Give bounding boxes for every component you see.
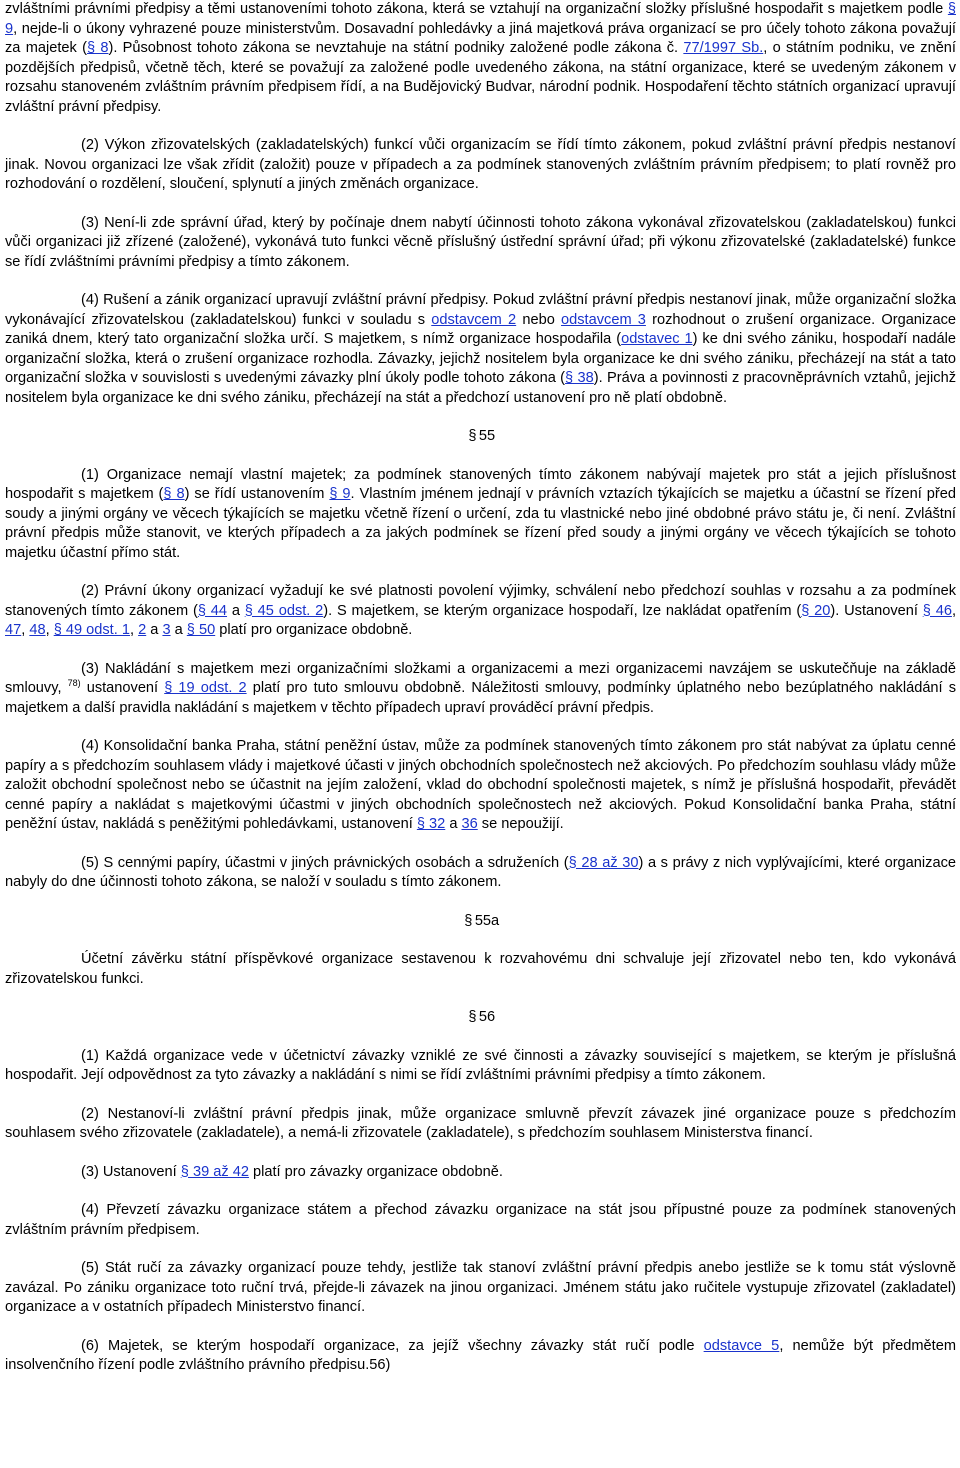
link-section-39-42[interactable]: § 39 až 42 xyxy=(180,1163,249,1180)
link-section-47[interactable]: 47 xyxy=(5,622,22,638)
paragraph-56-6: (6) Majetek, se kterým hospodaří organizace, za jejíž všechny závazky stát ručí podle odstavce 5, nemůže být předmětem insolvenčního řízení podle zvláštního právního předpisu.56) xyxy=(5,1337,957,1373)
paragraph-54-4: (4) Rušení a zánik organizací upravují zvláštní právní předpisy. Pokud zvláštní právní předpis nestanoví jinak, může organizační složka vykonávající zřizovatelskou (zakladatelskou) funkci v souladu s odstavcem 2 nebo odstavcem 3 rozhodnout o zrušení organizace. Organizace zaniká dnem, který tato organizační složka určí. S majetkem, s nímž organizace hospodařila (odstavec 1) ke dni svého zániku, hospodaří nadále organizační složka, která o zrušení organizace rozhodla. Závazky, jejichž nositelem byla organizace ke dni svého zániku, přecházejí na stát a tato organizační složka v souvislosti s uvedenými závazky plní úkoly podle tohoto zákona (§ 38). Práva a povinnosti z pracovněprávních vztahů, jejichž nositelem byla organizace ke dni svého zániku, přecházejí na stát a předchozí ustanovení pro ně platí obdobně. xyxy=(5,292,957,406)
link-section-28-30[interactable]: § 28 až 30 xyxy=(568,854,639,871)
section-heading-55a: § 55a xyxy=(464,912,500,929)
footnote-ref-78: 78) xyxy=(67,678,81,689)
link-section-49-odst-2[interactable]: 2 xyxy=(138,622,147,638)
link-section-8[interactable]: § 8 xyxy=(163,486,185,502)
link-law-77-1997[interactable]: 77/1997 Sb. xyxy=(683,40,764,56)
link-section-50[interactable]: § 50 xyxy=(186,622,216,638)
link-section-32[interactable]: § 32 xyxy=(416,816,446,832)
section-heading-55: § 55 xyxy=(468,428,496,444)
link-section-46[interactable]: § 46 xyxy=(922,602,952,619)
link-section-48[interactable]: 48 xyxy=(29,622,46,638)
section-heading-56: § 56 xyxy=(468,1009,496,1025)
link-odstavec-3[interactable]: odstavcem 3 xyxy=(561,311,646,328)
paragraph-56-1: (1) Každá organizace vede v účetnictví závazky vzniklé ze své činnosti a závazky související s majetkem, se kterým je příslušná hospodařit. Její odpovědnost za tyto závazky a nakládání s nimi se řídí zvláštními právními předpisy a tímto zákonem. xyxy=(5,1047,956,1083)
link-section-49-odst-3[interactable]: 3 xyxy=(162,622,171,638)
link-section-44[interactable]: § 44 xyxy=(197,602,228,619)
link-section-19-odst-2[interactable]: § 19 odst. 2 xyxy=(164,680,247,696)
link-section-45-odst-2[interactable]: § 45 odst. 2 xyxy=(244,602,324,619)
paragraph-54-1-continuation: zvláštními právními předpisy a těmi ustanoveními tohoto zákona, která se vztahují na organizační složky příslušné hospodařit s majetkem podle § 9, nejde-li o úkony vyhrazené pouze ministerstvům. Dosavadní pohledávky a jiná majetková práva organizací se pro účely tohoto zákona považují za majetek (§ 8). Působnost tohoto zákona se nevztahuje na státní podniky založené podle zákona č. 77/1997 Sb., o státním podniku, ve znění pozdějších předpisů, včetně těch, které se považují za založené podle uvedeného zákona, na státní organizace, které se uvedeným zákonem v rozsahu stanoveném zvláštním právním předpisem řídí, a na Budějovický Budvar, národní podnik. Hospodaření těchto státních organizací upravují zvláštní právní předpisy. xyxy=(5,1,956,115)
link-section-9[interactable]: § 9 xyxy=(5,1,956,37)
paragraph-55-2: (2) Právní úkony organizací vyžadují ke své platnosti povolení výjimky, schválení nebo předchozí souhlas v rozsahu a za podmínek stanovených tímto zákonem (§ 44 a § 45 odst. 2). S majetkem, se kterým organizace hospodaří, lze nakládat opatřením (§ 20). Ustanovení § 46, 47, 48, § 49 odst. 1, 2 a 3 a § 50 platí pro organizace obdobně. xyxy=(5,583,956,638)
paragraph-56-2: (2) Nestanoví-li zvláštní právní předpis jinak, může organizace smluvně převzít závazek jiné organizace pouze s předchozím souhlasem svého zřizovatele (zakladatele), a nemá-li zřizovatele (zakladatele), s předchozím souhlasem Ministerstva financí. xyxy=(5,1105,956,1141)
paragraph-56-5: (5) Stát ručí za závazky organizací pouze tehdy, jestliže tak stanoví zvláštní právní předpis anebo jestliže se k tomu stát výslovně zavázal. Po zániku organizace toto ruční trvá, přejde-li závazek na jinou organizaci. Jménem státu jako ručitele vystupuje zřizovatel (zakladatel) organizace a v ostatních případech Ministerstvo financí. xyxy=(5,1260,956,1315)
paragraph-56-4: (4) Převzetí závazku organizace státem a přechod závazku organizace na stát jsou přípustné pouze za podmínek stanovených zvláštním právním předpisem. xyxy=(5,1202,956,1238)
paragraph-56-3: (3) Ustanovení § 39 až 42 platí pro závazky organizace obdobně. xyxy=(81,1163,503,1180)
paragraph-55a: Účetní závěrku státní příspěvkové organizace sestavenou k rozvahovému dni schvaluje její zřizovatel nebo ten, kdo vykonává zřizovatelskou funkci. xyxy=(5,951,956,987)
link-section-8[interactable]: § 8 xyxy=(86,40,109,56)
paragraph-55-5: (5) S cennými papíry, účastmi v jiných právnických osobách a sdruženích (§ 28 až 30) a s právy z nich vyplývajícími, které organizace nabyly do dne účinnosti tohoto zákona, se naloží v souladu s tímto zákonem. xyxy=(5,854,956,890)
document-page xyxy=(5,0,956,1376)
link-section-49-odst-1[interactable]: § 49 odst. 1 xyxy=(53,622,130,638)
paragraph-55-4: (4) Konsolidační banka Praha, státní peněžní ústav, může za podmínek stanovených tímto zákonem pro stát nabývat za úplatu cenné papíry a s předchozím souhlasem vlády i majetkové účasti v jiných obchodních společnostech než akciových. Po předchozím souhlasu vlády může založit obchodní společnost nebo se účastnit na jejím založení, vklad do obchodní společnosti majetek, s nímž je příslušná hospodařit, převádět cenné papíry a nakládat s majetkovými účastmi v jiných obchodních společnostech než akciových. Pokud Konsolidační banka Praha, státní peněžní ústav, nakládá s peněžitými pohledávkami, ustanovení § 32 a 36 se nepoužijí. xyxy=(5,738,956,832)
link-odstavec-2[interactable]: odstavcem 2 xyxy=(431,311,517,328)
link-odstavec-1[interactable]: odstavec 1 xyxy=(621,331,693,347)
link-section-9[interactable]: § 9 xyxy=(329,486,351,502)
link-odstavce-5[interactable]: odstavce 5 xyxy=(703,1337,780,1354)
paragraph-55-3: (3) Nakládání s majetkem mezi organizačními složkami a organizacemi a mezi organizacemi navzájem se uskutečňuje na základě smlouvy, $^{78)}$ ustanovení § 19 odst. 2 platí pro tuto smlouvu obdobně. Náležitosti smlouvy, podmínky úplatného nebo bezúplatného nakládání s majetkem a další pravidla nakládání s majetkem v těchto případech upraví prováděcí právní předpis. xyxy=(5,660,956,716)
link-section-38[interactable]: § 38 xyxy=(565,370,594,386)
link-section-36[interactable]: 36 xyxy=(461,816,478,832)
paragraph-54-3: (3) Není-li zde správní úřad, který by počínaje dnem nabytí účinnosti tohoto zákona vykonával zřizovatelskou (zakladatelskou) funkci vůči organizaci již zřízené (založené), vykonává tuto funkci věcně příslušný ústřední správní úřad; při výkonu zřizovatelské (zakladatelské) funkce se řídí zvláštními právními předpisy a tímto zákonem. xyxy=(5,214,956,270)
paragraph-54-2: (2) Výkon zřizovatelských (zakladatelských) funkcí vůči organizacím se řídí tímto zákonem, pokud zvláštní právní předpis nestanoví jinak. Novou organizaci lze však zřídit (založit) pouze v případech a za podmínek stanovených zvláštním právním předpisem; to platí rovněž pro rozhodování o rozdělení, sloučení, splynutí a jiných změnách organizace. xyxy=(5,137,956,192)
paragraph-55-1: (1) Organizace nemají vlastní majetek; za podmínek stanovených tímto zákonem nabývají majetek pro stát a jejich příslušnost hospodařit s majetkem (§ 8) se řídí ustanovením § 9. Vlastním jménem jednají v právních vztazích týkajících se majetku a účastní se řízení před soudy a jinými orgány ve věcech týkajících se majetku včetně řízení o určení, zda tu vlastnické nebo jiné obdobné právo státu je, či není. Zvláštní právní předpis může stanovit, ve kterých případech a za jakých podmínek se řízení před soudy a jinými orgány ve věcech týkajících se tohoto majetku účastní přímo stát. xyxy=(5,466,956,561)
link-section-20[interactable]: § 20 xyxy=(801,602,831,619)
